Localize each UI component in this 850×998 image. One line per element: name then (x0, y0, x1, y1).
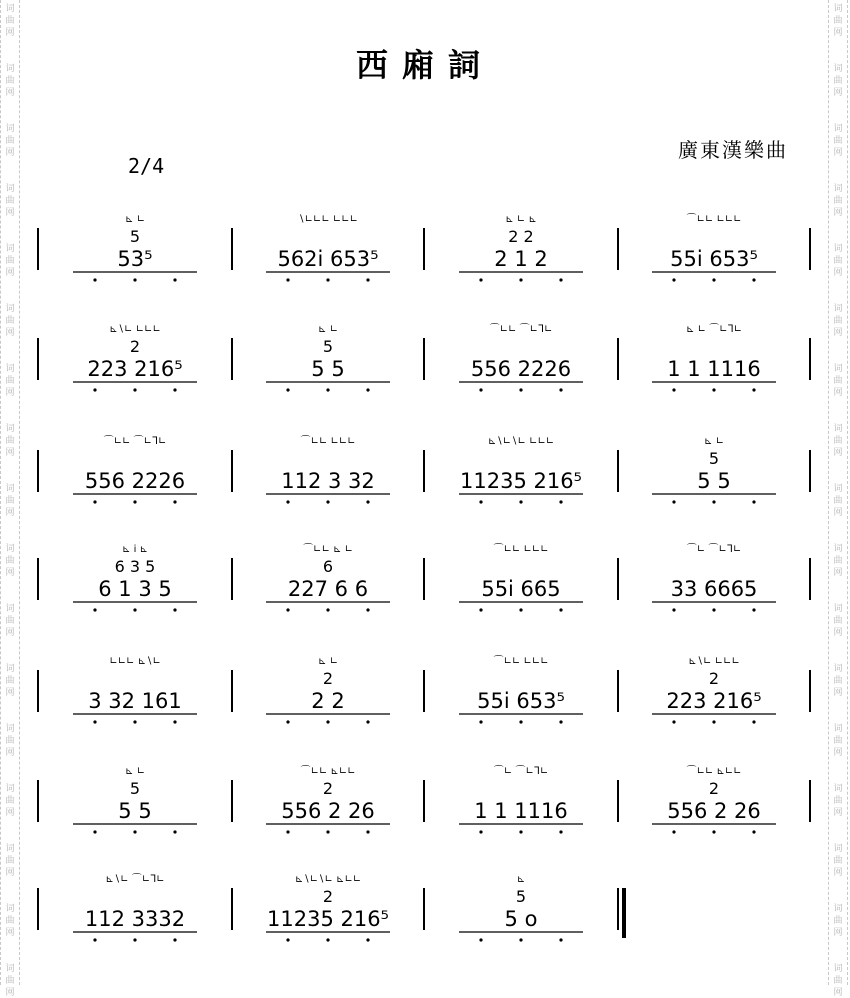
note-group: 3 32 161 (88, 689, 182, 713)
watermark-char: 曲 (5, 616, 15, 626)
octave-dot (173, 388, 176, 391)
watermark-char: 网 (5, 328, 15, 338)
octave-dot (479, 830, 482, 833)
note-group: 227 6 6 (287, 577, 369, 601)
beat-marks: ⌒∟∟ ⊾∟∟ (300, 766, 356, 777)
watermark-char: 词 (5, 364, 15, 374)
octave-dot (672, 720, 675, 723)
octave-dot (326, 388, 329, 391)
octave-dot (286, 500, 289, 503)
note-group: 55i 653⁵ (477, 689, 565, 713)
octave-dot (559, 608, 562, 611)
octave-dot (479, 388, 482, 391)
octave-dot (672, 388, 675, 391)
watermark-char: 网 (833, 988, 843, 998)
page-title: 西廂詞 (355, 46, 494, 84)
watermark-char: 词 (5, 184, 15, 194)
octave-dot (286, 388, 289, 391)
octave-dot (712, 608, 715, 611)
watermark-char: 曲 (5, 856, 15, 866)
beat-marks: ⌒∟ ⌒∟ᒣ∟ (493, 766, 549, 777)
octave-dot (286, 608, 289, 611)
octave-dot (519, 278, 522, 281)
watermark-char: 网 (5, 88, 15, 98)
beat-marks: ⌒∟∟ ∟∟∟ (493, 656, 549, 667)
watermark-char: 网 (833, 208, 843, 218)
octave-dot (133, 500, 136, 503)
beat-marks: ⊾∖∟ ∟∟∟ (109, 324, 161, 335)
watermark-char: 曲 (5, 316, 15, 326)
upper-note: 5 (129, 227, 141, 246)
watermark-char: 曲 (833, 916, 843, 926)
watermark-char: 曲 (833, 316, 843, 326)
beat-marks: ⌒∟∟ ⊾∟∟ (686, 766, 742, 777)
watermark-char: 词 (5, 664, 15, 674)
watermark-char: 网 (833, 628, 843, 638)
octave-dot (559, 830, 562, 833)
beat-marks: ⊾∖∟ ⌒∟ᒣ∟ (105, 874, 165, 885)
octave-dot (133, 938, 136, 941)
octave-dot (326, 278, 329, 281)
beat-marks: ⊾ i ⊾ (122, 544, 148, 555)
upper-note: 6 (322, 557, 334, 576)
watermark-char: 网 (5, 568, 15, 578)
upper-note: 5 (322, 337, 334, 356)
watermark-char: 网 (5, 808, 15, 818)
note-group: 556 2 26 (281, 799, 375, 823)
watermark-char: 网 (5, 748, 15, 758)
note-group: 556 2226 (470, 357, 572, 381)
watermark-char: 曲 (5, 796, 15, 806)
note-group: 55i 665 (481, 577, 561, 601)
note-group: 5 5 (311, 357, 345, 381)
note-group: 53⁵ (117, 247, 153, 271)
upper-note: 5 (515, 887, 527, 906)
octave-dot (519, 500, 522, 503)
watermark-char: 词 (5, 124, 15, 134)
octave-dot (326, 830, 329, 833)
watermark-char: 词 (833, 844, 843, 854)
octave-dot (366, 388, 369, 391)
watermark-char: 网 (833, 328, 843, 338)
octave-dot (712, 720, 715, 723)
beat-marks: ⊾ ∟ ⌒∟ᒣ∟ (686, 324, 742, 335)
watermark-char: 曲 (833, 376, 843, 386)
octave-dot (712, 278, 715, 281)
watermark-char: 网 (5, 28, 15, 38)
octave-dot (93, 938, 96, 941)
watermark-char: 网 (833, 448, 843, 458)
note-group: 223 216⁵ (87, 357, 183, 381)
octave-dot (93, 388, 96, 391)
note-group: 1 1 1116 (474, 799, 568, 823)
watermark-char: 网 (833, 748, 843, 758)
watermark-char: 词 (5, 64, 15, 74)
octave-dot (93, 608, 96, 611)
watermark-char: 网 (5, 508, 15, 518)
watermark-char: 曲 (833, 16, 843, 26)
watermark-char: 曲 (5, 136, 15, 146)
beat-marks: ⌒∟∟ ∟∟∟ (493, 544, 549, 555)
watermark-char: 词 (833, 724, 843, 734)
octave-dot (133, 388, 136, 391)
octave-dot (752, 500, 755, 503)
watermark-char: 曲 (5, 16, 15, 26)
watermark-char: 曲 (833, 676, 843, 686)
watermark-char: 曲 (833, 796, 843, 806)
watermark-char: 曲 (833, 76, 843, 86)
octave-dot (286, 720, 289, 723)
beat-marks: ⌒∟∟ ⊾ ∟ (303, 544, 353, 555)
note-group: 562i 653⁵ (277, 247, 379, 271)
beat-marks: ⌒∟ ⌒∟ᒣ∟ (686, 544, 742, 555)
beat-marks: ⌒∟∟ ∟∟∟ (300, 436, 356, 447)
note-group: 5 5 (697, 469, 731, 493)
time-signature: 2/4 (128, 154, 165, 178)
octave-dot (479, 278, 482, 281)
octave-dot (366, 720, 369, 723)
watermark-char: 网 (833, 28, 843, 38)
octave-dot (326, 500, 329, 503)
octave-dot (752, 608, 755, 611)
octave-dot (366, 830, 369, 833)
octave-dot (133, 278, 136, 281)
watermark-char: 曲 (833, 196, 843, 206)
octave-dot (519, 830, 522, 833)
octave-dot (173, 720, 176, 723)
octave-dot (173, 278, 176, 281)
watermark-char: 词 (833, 964, 843, 974)
note-group: 1 1 1116 (667, 357, 761, 381)
watermark-char: 词 (5, 244, 15, 254)
watermark-char: 词 (833, 244, 843, 254)
watermark-char: 网 (5, 688, 15, 698)
beat-marks: ⌒∟∟ ∟∟∟ (686, 214, 742, 225)
octave-dot (672, 830, 675, 833)
octave-dot (672, 500, 675, 503)
octave-dot (559, 938, 562, 941)
upper-note: 6 3 5 (114, 557, 156, 576)
octave-dot (559, 500, 562, 503)
watermark-char: 网 (5, 928, 15, 938)
watermark-char: 曲 (833, 556, 843, 566)
watermark-char: 词 (833, 424, 843, 434)
beat-marks: ∟∟∟ ⊾∖∟ (109, 656, 161, 667)
watermark-char: 词 (5, 904, 15, 914)
watermark-char: 词 (5, 844, 15, 854)
beat-marks: ⌒∟∟ ⌒∟ᒣ∟ (103, 436, 167, 447)
octave-dot (519, 388, 522, 391)
watermark-char: 词 (833, 4, 843, 14)
octave-dot (519, 938, 522, 941)
octave-dot (712, 388, 715, 391)
watermark-char: 词 (833, 604, 843, 614)
watermark-char: 曲 (833, 856, 843, 866)
note-group: 5 5 (118, 799, 152, 823)
octave-dot (326, 720, 329, 723)
octave-dot (286, 278, 289, 281)
note-group: 6 1 3 5 (98, 577, 172, 601)
octave-dot (133, 830, 136, 833)
octave-dot (366, 278, 369, 281)
octave-dot (712, 500, 715, 503)
octave-dot (93, 720, 96, 723)
watermark-char: 曲 (5, 376, 15, 386)
watermark-char: 曲 (5, 256, 15, 266)
beat-marks: ⊾ ∟ (318, 656, 338, 667)
watermark-char: 词 (5, 544, 15, 554)
watermark-char: 网 (833, 928, 843, 938)
octave-dot (712, 830, 715, 833)
watermark-char: 词 (5, 484, 15, 494)
watermark-char: 曲 (833, 256, 843, 266)
watermark-char: 曲 (5, 676, 15, 686)
octave-dot (366, 608, 369, 611)
watermark-char: 曲 (833, 436, 843, 446)
note-group: 556 2 26 (667, 799, 761, 823)
watermark-char: 网 (833, 868, 843, 878)
octave-dot (752, 388, 755, 391)
octave-dot (519, 608, 522, 611)
note-group: 2 2 (311, 689, 345, 713)
octave-dot (752, 830, 755, 833)
watermark-char: 曲 (833, 136, 843, 146)
octave-dot (286, 830, 289, 833)
watermark-char: 网 (833, 88, 843, 98)
upper-note: 2 2 (508, 227, 534, 246)
note-group: 223 216⁵ (666, 689, 762, 713)
watermark-char: 曲 (5, 736, 15, 746)
octave-dot (173, 830, 176, 833)
watermark-char: 曲 (833, 496, 843, 506)
watermark-char: 词 (5, 304, 15, 314)
watermark-char: 词 (5, 724, 15, 734)
octave-dot (93, 830, 96, 833)
watermark-char: 词 (833, 304, 843, 314)
beat-marks: ⊾ ∟ ⊾ (505, 214, 537, 225)
octave-dot (752, 720, 755, 723)
octave-dot (286, 938, 289, 941)
watermark-char: 曲 (5, 196, 15, 206)
upper-note: 5 (708, 449, 720, 468)
watermark-char: 词 (833, 184, 843, 194)
watermark-char: 词 (5, 784, 15, 794)
watermark-char: 网 (5, 868, 15, 878)
beat-marks: ⊾ ∟ (125, 766, 145, 777)
watermark-char: 网 (5, 388, 15, 398)
beat-marks: ⊾ ∟ (704, 436, 724, 447)
watermark-char: 网 (833, 388, 843, 398)
upper-note: 5 (129, 779, 141, 798)
watermark-char: 网 (5, 268, 15, 278)
beat-marks: ⊾ ∟ (318, 324, 338, 335)
watermark-char: 网 (833, 688, 843, 698)
octave-dot (559, 388, 562, 391)
watermark-char: 曲 (5, 496, 15, 506)
upper-note: 2 (322, 887, 334, 906)
beat-marks: ⊾ ∟ (125, 214, 145, 225)
note-group: 33 6665 (670, 577, 758, 601)
watermark-char: 网 (833, 268, 843, 278)
watermark-char: 词 (833, 124, 843, 134)
beat-marks: ⊾ (516, 874, 526, 885)
watermark-char: 网 (5, 988, 15, 998)
upper-note: 2 (708, 779, 720, 798)
note-group: 5 o (504, 907, 538, 931)
beat-marks: ⊾∖∟ ∟∟∟ (688, 656, 740, 667)
watermark-char: 曲 (833, 736, 843, 746)
upper-note: 2 (322, 779, 334, 798)
watermark-char: 词 (833, 364, 843, 374)
octave-dot (133, 720, 136, 723)
octave-dot (559, 278, 562, 281)
watermark-char: 词 (833, 664, 843, 674)
note-group: 112 3 32 (281, 469, 375, 493)
octave-dot (479, 938, 482, 941)
octave-dot (366, 938, 369, 941)
octave-dot (559, 720, 562, 723)
note-group: 55i 653⁵ (670, 247, 758, 271)
watermark-char: 网 (5, 148, 15, 158)
watermark-char: 网 (833, 148, 843, 158)
note-group: 112 3332 (84, 907, 186, 931)
beat-marks: ⊾∖∟∖∟ ⊾∟∟ (294, 874, 362, 885)
octave-dot (93, 278, 96, 281)
watermark-char: 曲 (5, 976, 15, 986)
octave-dot (479, 720, 482, 723)
watermark-char: 词 (833, 544, 843, 554)
upper-note: 2 (708, 669, 720, 688)
upper-note: 2 (129, 337, 141, 356)
watermark-char: 网 (833, 568, 843, 578)
octave-dot (173, 938, 176, 941)
beat-marks: ∖∟∟∟ ∟∟∟ (298, 214, 358, 225)
composer-label: 廣東漢樂曲 (678, 138, 788, 162)
octave-dot (326, 938, 329, 941)
watermark-char: 网 (833, 808, 843, 818)
beat-marks: ⊾∖∟∖∟ ∟∟∟ (487, 436, 555, 447)
watermark-char: 曲 (833, 616, 843, 626)
octave-dot (672, 608, 675, 611)
octave-dot (326, 608, 329, 611)
octave-dot (519, 720, 522, 723)
watermark-char: 词 (833, 484, 843, 494)
note-group: 11235 216⁵ (460, 469, 582, 493)
octave-dot (752, 278, 755, 281)
watermark-char: 词 (5, 424, 15, 434)
octave-dot (133, 608, 136, 611)
octave-dot (366, 500, 369, 503)
watermark-char: 词 (833, 64, 843, 74)
watermark-char: 网 (5, 628, 15, 638)
note-group: 556 2226 (84, 469, 186, 493)
watermark-char: 曲 (5, 76, 15, 86)
upper-note: 2 (322, 669, 334, 688)
watermark-char: 曲 (5, 436, 15, 446)
octave-dot (93, 500, 96, 503)
octave-dot (672, 278, 675, 281)
watermark-char: 网 (833, 508, 843, 518)
watermark-char: 词 (5, 604, 15, 614)
watermark-char: 词 (833, 904, 843, 914)
octave-dot (173, 608, 176, 611)
note-group: 2 1 2 (494, 247, 548, 271)
watermark-char: 词 (833, 784, 843, 794)
octave-dot (479, 608, 482, 611)
watermark-char: 词 (5, 4, 15, 14)
watermark-char: 曲 (833, 976, 843, 986)
watermark-char: 网 (5, 448, 15, 458)
watermark-char: 网 (5, 208, 15, 218)
watermark-char: 曲 (5, 916, 15, 926)
octave-dot (479, 500, 482, 503)
beat-marks: ⌒∟∟ ⌒∟ᒣ∟ (489, 324, 553, 335)
watermark-char: 曲 (5, 556, 15, 566)
note-group: 11235 216⁵ (267, 907, 389, 931)
octave-dot (173, 500, 176, 503)
watermark-char: 词 (5, 964, 15, 974)
